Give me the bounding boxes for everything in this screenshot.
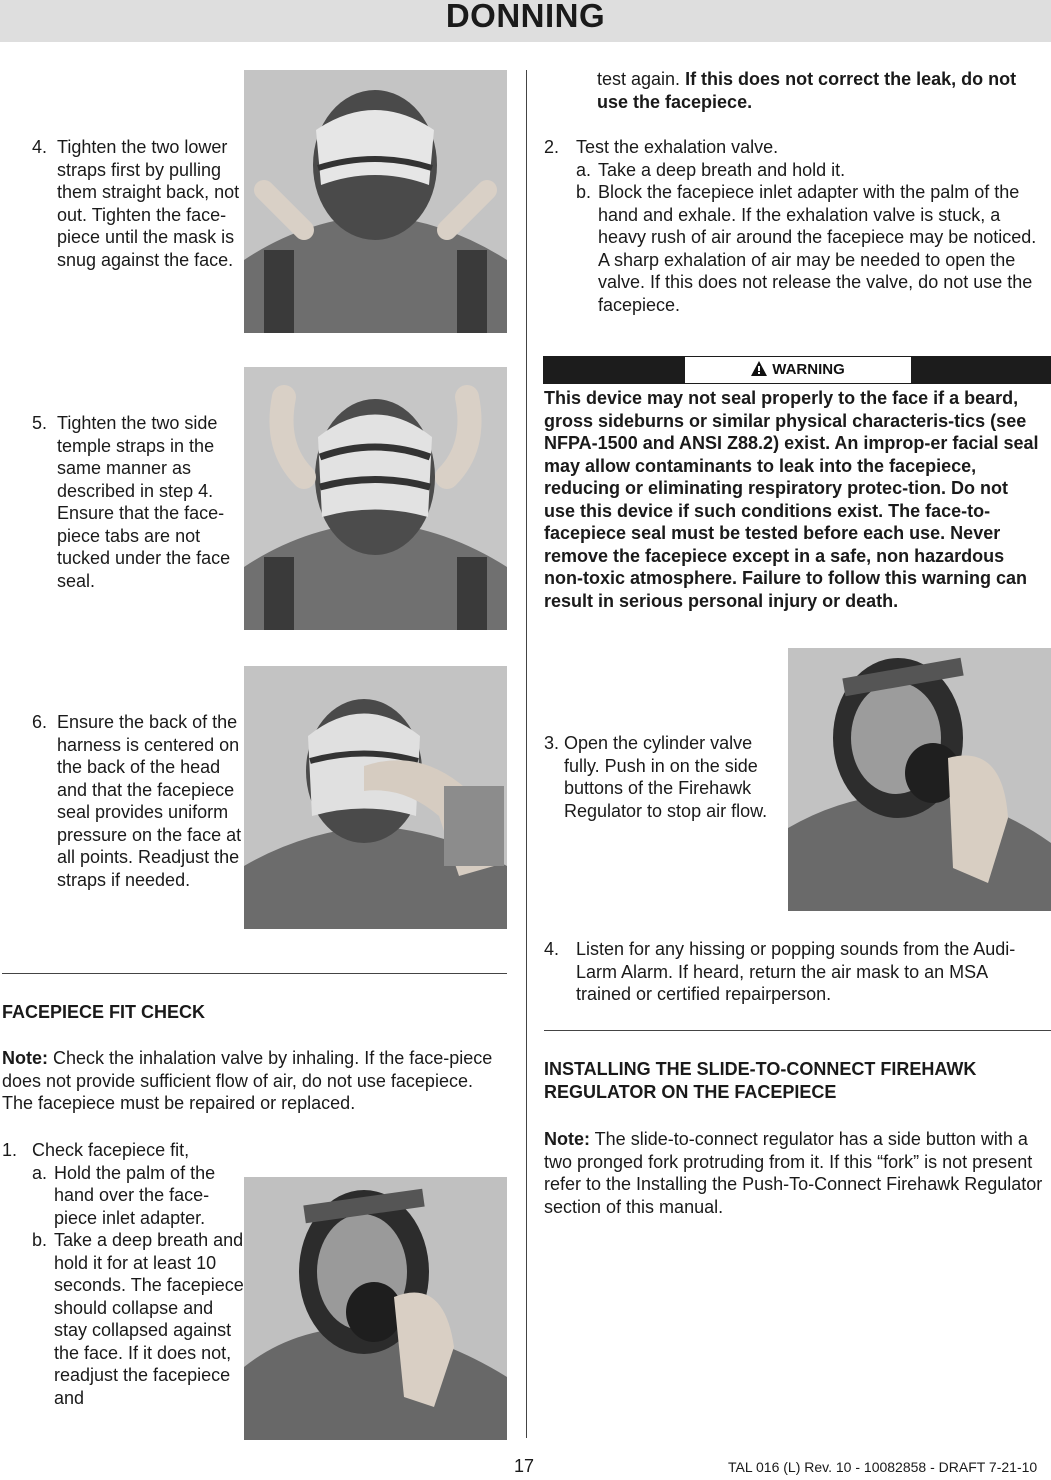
step-number: 6. [32,712,48,732]
substep-label: a. [576,159,592,180]
installing-note [544,1128,1044,1218]
fitcheck-note [2,1047,502,1115]
photo-lower-straps [244,70,507,333]
step-text: Ensure the back of the harness is centered on the back of the head and that the facepiece seal provides uniform pressure on the face at all points. Readjust the straps if needed. [57,712,242,890]
warning-label-text: WARNING [772,361,845,378]
note-label: Note: [2,1048,48,1068]
step-text: Test the exhalation valve. [576,137,779,157]
document-id: TAL 016 (L) Rev. 10 - 10082858 - DRAFT 7-21-10 [728,1459,1038,1475]
step-number: 1. [2,1140,18,1160]
right-section-divider [544,1030,1051,1031]
substep-a [576,159,1051,182]
step-3-open-cylinder [544,732,789,822]
fitcheck-step-1 [2,1139,244,1409]
page-number: 17 [514,1456,535,1476]
step-5-tighten-temple [32,412,244,592]
step-2-exhalation [544,136,1051,316]
step-text: Open the cylinder valve fully. Push in on the side buttons of the Firehawk Regulator to stop air flow. [564,733,768,821]
step-6-ensure-harness [32,711,244,891]
step-4-listen-alarm [544,938,1044,1006]
warning-triangle-icon [751,359,767,385]
photo-temple-straps [244,367,507,630]
substep-b [32,1229,244,1409]
substep-label: b. [576,182,592,202]
warning-label [685,357,911,383]
installing-heading: INSTALLING THE SLIDE-TO-CONNECT FIREHAWK REGULATOR ON THE FACEPIECE [544,1059,977,1102]
fitcheck-heading: FACEPIECE FIT CHECK [2,1002,206,1022]
substep-text: Hold the palm of the hand over the face-piece inlet adapter. [54,1162,216,1228]
continued-warning-text: If this does not correct the leak, do not use the facepiece. [597,69,1017,112]
step-number: 4. [32,137,48,157]
step-text: Tighten the two side temple straps in the same manner as described in step 4. Ensure that the face-piece tabs are not tucked under the face seal. [57,413,231,591]
step-number: 4. [544,939,560,959]
photo-open-cylinder [788,648,1051,911]
step-text: Tighten the two lower straps first by pulling them straight back, not out. Tighten the face-piece until the mask is snug against the face. [57,137,240,270]
substep-text: Block the facepiece inlet adapter with the palm of the hand and exhale. If the exhalation valve is stuck, a heavy rush of air around the facepiece may be noticed. A sharp exhalation of air may be needed to open the valve. If this does not release the valve, do not use the facepiece. [598,182,1037,315]
substep-label: a. [32,1162,48,1183]
step-number: 3. [544,733,560,753]
step-4-tighten-lower [32,136,244,271]
photo-fit-check-palm [244,1177,507,1440]
warning-text: This device may not seal properly to the face if a beard, gross sideburns or similar physical characteris-tics (see NFPA-1500 and ANSI Z88.2) exist. An improp-er facial seal may allow contaminants to leak into the facepiece, reducing or eliminating respiratory protec-tion. Do not use this device if such conditions exist. The face-to-facepiece seal must be tested before each use. Never remove the facepiece except in a safe, non hazardous non-toxic atmosphere. Failure to follow this warning can result in serious personal injury or death. [544,388,1039,611]
step-number: 5. [32,413,48,433]
step-text: Listen for any hissing or popping sounds from the Audi-Larm Alarm. If heard, return the air mask to an MSA trained or certified repairperson. [576,939,1016,1004]
note-label: Note: [544,1129,590,1149]
step-number: 2. [544,137,560,157]
left-section-divider [2,973,507,974]
column-divider [526,70,527,1438]
substep-text: Take a deep breath and hold it. [598,159,846,180]
note-text: Check the inhalation valve by inhaling. If the face-piece does not provide sufficient flow of air, do not use facepiece. The facepiece must be repaired or replaced. [2,1048,493,1113]
warning-banner [543,356,1051,384]
substep-a [32,1162,244,1230]
substep-b [576,181,1051,316]
photo-harness-centered [244,666,507,929]
note-text: The slide-to-connect regulator has a side button with a two pronged fork protruding from it. If this “fork” is not present refer to the Installing the Push-To-Connect Firehawk Regulator section of this manual. [544,1129,1043,1217]
step-text: Check facepiece fit, [32,1140,190,1160]
substep-text: Take a deep breath and hold it for at least 10 seconds. The facepiece should collapse and stay collapsed against the face. If it does not, readjust the facepiece and [54,1230,244,1408]
continued-text: test again. [597,69,686,89]
fit-check-continued [597,68,1037,113]
substep-label: b. [32,1230,48,1250]
page-title: DONNING [0,0,1051,42]
